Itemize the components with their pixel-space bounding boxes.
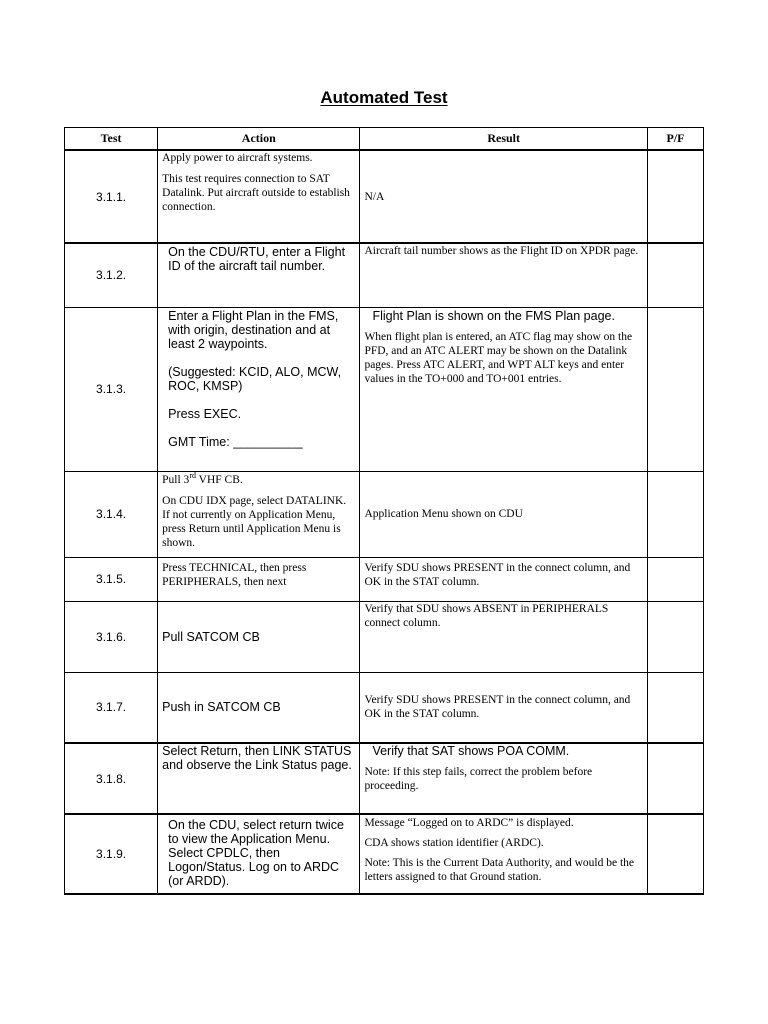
action-cell — [158, 307, 360, 471]
result-cell — [360, 243, 647, 307]
action-cell — [158, 471, 360, 557]
table-row — [65, 150, 704, 243]
test-number: 3.1.8. — [65, 743, 158, 814]
action-text: This test requires connection to SAT Datalink. Put aircraft outside to establish connection. — [162, 173, 350, 213]
action-text: Press EXEC. — [168, 406, 242, 421]
column-header-action: Action — [158, 128, 360, 151]
test-number: 3.1.9. — [65, 814, 158, 894]
result-text: Flight Plan is shown on the FMS Plan page. — [372, 308, 615, 323]
column-header-test: Test — [65, 128, 158, 151]
table-row — [65, 557, 704, 601]
result-text: N/A — [364, 190, 385, 203]
result-text: Verify SDU shows PRESENT in the connect column, and OK in the STAT column. — [364, 694, 631, 721]
action-cell — [158, 557, 360, 601]
table-header-row — [65, 128, 704, 151]
result-cell — [360, 601, 647, 672]
result-text: Note: This is the Current Data Authority, and would be the letters assigned to that Ground station. — [364, 857, 635, 883]
action-text: On the CDU/RTU, enter a Flight ID of the aircraft tail number. — [168, 245, 346, 273]
action-text: On CDU IDX page, select DATALINK. If not currently on Application Menu, press Return until Application Menu is shown. — [162, 494, 347, 549]
result-text: Message “Logged on to ARDC” is displayed. — [364, 817, 574, 829]
action-cell — [158, 743, 360, 814]
pf-cell — [647, 672, 703, 743]
action-cell — [158, 814, 360, 894]
column-header-pf: P/F — [647, 128, 703, 151]
pf-cell — [647, 471, 703, 557]
result-text: Verify SDU shows PRESENT in the connect column, and OK in the STAT column. — [364, 561, 631, 588]
action-cell — [158, 150, 360, 243]
pf-cell — [647, 150, 703, 243]
table-row — [65, 672, 704, 743]
result-text: CDA shows station identifier (ARDC). — [364, 837, 544, 849]
action-text: Enter a Flight Plan in the FMS, with origin, destination and at least 2 waypoints. — [168, 308, 339, 351]
table-row — [65, 307, 704, 471]
result-cell — [360, 814, 647, 894]
action-cell — [158, 243, 360, 307]
result-cell — [360, 150, 647, 243]
result-cell — [360, 743, 647, 814]
result-text: Verify that SAT shows POA COMM. — [372, 744, 570, 758]
test-number: 3.1.5. — [65, 557, 158, 601]
action-text: Press TECHNICAL, then press PERIPHERALS, then next — [162, 561, 307, 588]
result-cell — [360, 307, 647, 471]
table-row — [65, 814, 704, 894]
action-text: (Suggested: KCID, ALO, MCW, ROC, KMSP) — [168, 364, 342, 393]
test-number: 3.1.1. — [65, 150, 158, 243]
action-text: Push in SATCOM CB — [162, 700, 281, 715]
result-text: Note: If this step fails, correct the problem before proceeding. — [364, 766, 593, 792]
test-number: 3.1.7. — [65, 672, 158, 743]
table-row — [65, 743, 704, 814]
action-text: Apply power to aircraft systems. — [162, 152, 313, 164]
action-text: On the CDU, select return twice to view the Application Menu. Select CPDLC, then Logon/Status. Log on to ARDC (or ARDD). — [168, 818, 344, 888]
gmt-time-field: GMT Time: __________ — [168, 434, 303, 449]
pf-cell — [647, 307, 703, 471]
result-cell — [360, 672, 647, 743]
pf-cell — [647, 557, 703, 601]
pf-cell — [647, 601, 703, 672]
action-cell — [158, 672, 360, 743]
result-text: When flight plan is entered, an ATC flag may show on the PFD, and an ATC ALERT may be shown on the Datalink pages. Press ATC ALERT, and WPT ALT keys and enter values in the TO+000 and TO+001 entries. — [364, 330, 633, 385]
test-number: 3.1.2. — [65, 243, 158, 307]
table-row — [65, 471, 704, 557]
table-row — [65, 243, 704, 307]
action-text: Pull SATCOM CB — [162, 629, 260, 644]
pf-cell — [647, 743, 703, 814]
result-cell — [360, 471, 647, 557]
test-number: 3.1.6. — [65, 601, 158, 672]
result-cell — [360, 557, 647, 601]
page-title: Automated Test — [320, 88, 448, 107]
result-text: Aircraft tail number shows as the Flight ID on XPDR page. — [364, 245, 639, 257]
pf-cell — [647, 814, 703, 894]
test-table — [64, 127, 704, 895]
action-text: Pull 3rd VHF CB. — [162, 470, 243, 486]
result-text: Application Menu shown on CDU — [364, 508, 523, 520]
action-text: Select Return, then LINK STATUS and observe the Link Status page. — [162, 744, 352, 772]
column-header-result: Result — [360, 128, 647, 151]
test-number: 3.1.3. — [65, 307, 158, 471]
action-cell — [158, 601, 360, 672]
pf-cell — [647, 243, 703, 307]
result-text: Verify that SDU shows ABSENT in PERIPHERALS connect column. — [364, 602, 609, 629]
test-number: 3.1.4. — [65, 471, 158, 557]
table-row — [65, 601, 704, 672]
